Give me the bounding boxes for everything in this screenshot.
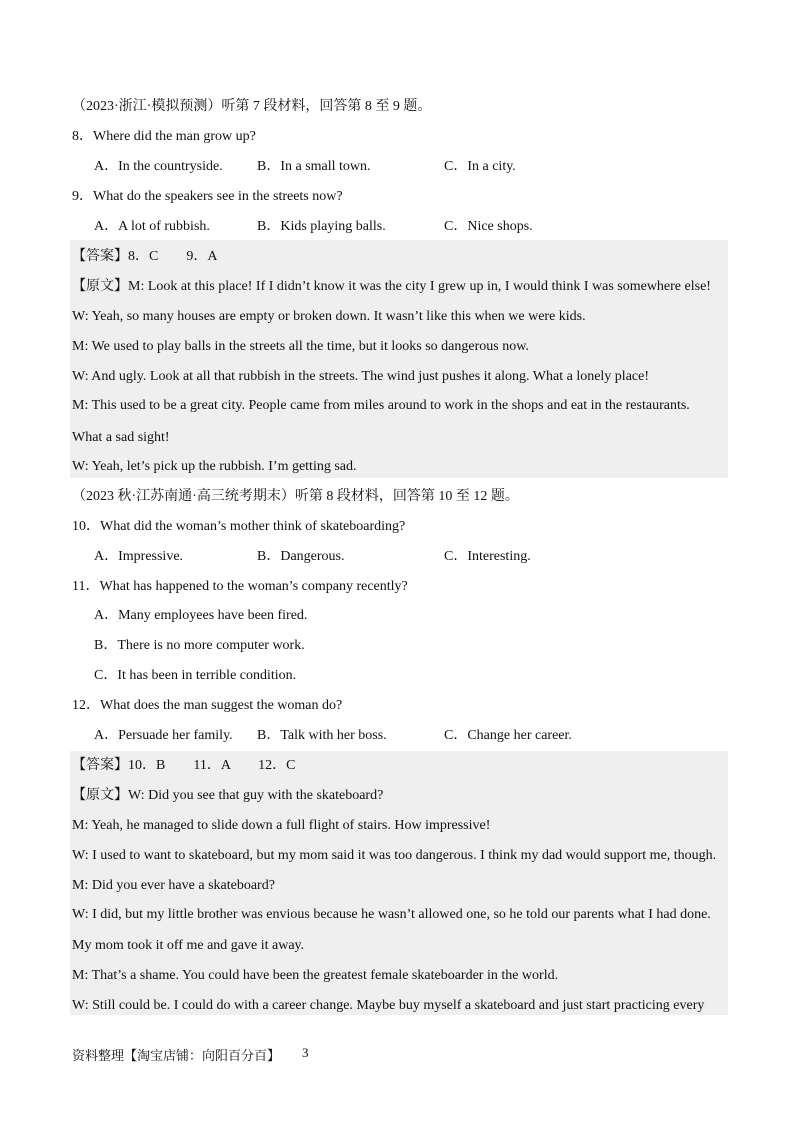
transcript-line: M: We used to play balls in the streets all the time, but it looks so dangerous now. [72, 339, 529, 354]
q8-option-b: B．In a small town. [257, 159, 371, 174]
q9-option-c: C．Nice shops. [444, 219, 533, 234]
question-8: 8．Where did the man grow up? [72, 129, 256, 144]
transcript-line: W: I used to want to skateboard, but my mom said it was too dangerous. I think my dad would support me, though. [72, 848, 717, 863]
q8-option-c: C．In a city. [444, 159, 516, 174]
q10-option-c: C．Interesting. [444, 549, 531, 564]
section-header: （2023·浙江·模拟预测）听第 7 段材料，回答第 8 至 9 题。 [72, 99, 432, 114]
q9-option-b: B．Kids playing balls. [257, 219, 386, 234]
transcript-line: W: And ugly. Look at all that rubbish in the streets. The wind just pushes it along. What a lonely place! [72, 369, 650, 384]
question-9: 9．What do the speakers see in the streets now? [72, 189, 343, 204]
transcript-line: M: That’s a shame. You could have been the greatest female skateboarder in the world. [72, 968, 559, 983]
q8-option-a: A．In the countryside. [94, 159, 223, 174]
q11-option-b: B．There is no more computer work. [94, 638, 305, 653]
answer-key: 【答案】10．B 11．A 12．C [72, 758, 296, 773]
question-11: 11．What has happened to the woman’s company recently? [72, 579, 408, 594]
question-12: 12．What does the man suggest the woman do? [72, 698, 343, 713]
q12-option-c: C．Change her career. [444, 728, 572, 743]
answer-key: 【答案】8．C 9．A [72, 249, 218, 264]
transcript-line: My mom took it off me and gave it away. [72, 938, 305, 953]
page-number: 3 [302, 1045, 309, 1060]
transcript-line: M: This used to be a great city. People came from miles around to work in the shops and eat in the restaurants. [72, 398, 690, 413]
section-header: （2023 秋·江苏南通·高三统考期末）听第 8 段材料，回答第 10 至 12 题。 [72, 489, 519, 504]
footer-source: 资料整理【淘宝店铺：向阳百分百】 [72, 1048, 281, 1063]
q10-option-b: B．Dangerous. [257, 549, 345, 564]
transcript-line: W: Yeah, let’s pick up the rubbish. I’m getting sad. [72, 459, 357, 474]
question-10: 10．What did the woman’s mother think of skateboarding? [72, 519, 406, 534]
transcript-line: W: I did, but my little brother was envious because he wasn’t allowed one, so he told our parents what I had done. [72, 907, 711, 922]
transcript-line: W: Still could be. I could do with a career change. Maybe buy myself a skateboard and just start practicing every [72, 998, 705, 1013]
transcript-line: What a sad sight! [72, 430, 170, 445]
q10-option-a: A．Impressive. [94, 549, 184, 564]
q11-option-c: C．It has been in terrible condition. [94, 668, 297, 683]
transcript-line: M: Yeah, he managed to slide down a full flight of stairs. How impressive! [72, 818, 491, 833]
transcript-line: 【原文】M: Look at this place! If I didn’t know it was the city I grew up in, I would think I was somewhere else! [72, 279, 711, 294]
q11-option-a: A．Many employees have been fired. [94, 608, 308, 623]
transcript-line: 【原文】W: Did you see that guy with the skateboard? [72, 788, 384, 803]
q9-option-a: A．A lot of rubbish. [94, 219, 210, 234]
q12-option-a: A．Persuade her family. [94, 728, 233, 743]
transcript-line: M: Did you ever have a skateboard? [72, 878, 275, 893]
q12-option-b: B．Talk with her boss. [257, 728, 387, 743]
transcript-line: W: Yeah, so many houses are empty or broken down. It wasn’t like this when we were kids. [72, 309, 586, 324]
